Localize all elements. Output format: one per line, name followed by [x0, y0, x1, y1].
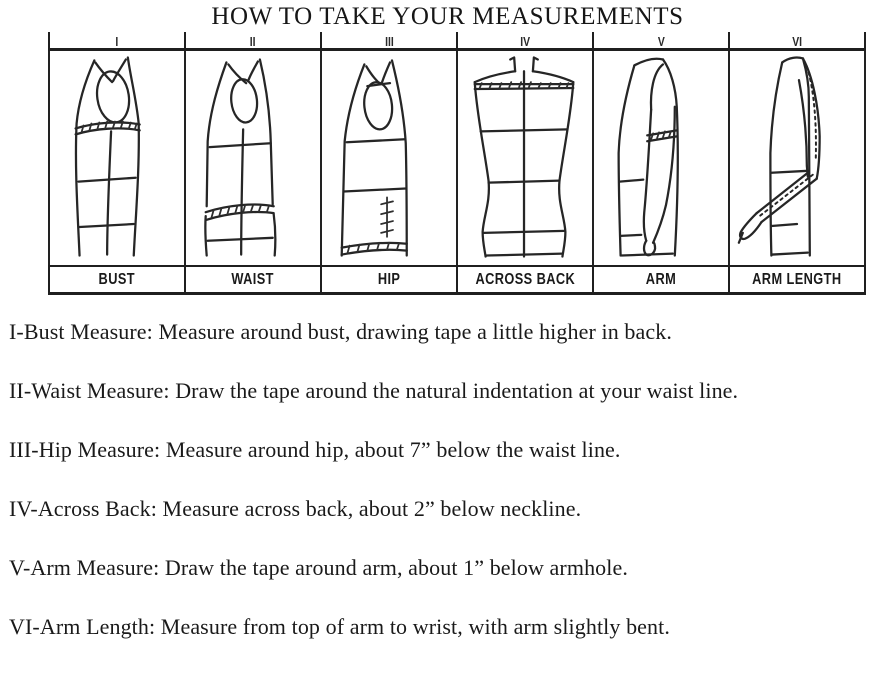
arm-figure-icon: [594, 51, 728, 265]
numeral-label: V: [657, 34, 665, 49]
across-back-figure-icon: [458, 51, 592, 265]
numeral-label: II: [250, 34, 256, 49]
label-cell-hip: [322, 267, 458, 292]
figure-cell-waist: [186, 51, 322, 265]
numeral-header-row: [48, 32, 866, 51]
label-cell-arm: [594, 267, 730, 292]
column-numeral-2: [186, 32, 322, 48]
column-numeral-5: [594, 32, 730, 48]
measure-label: ARM LENGTH: [752, 270, 842, 288]
measure-label-row: [48, 265, 866, 295]
figure-cell-across-back: [458, 51, 594, 265]
instruction-list: [9, 319, 895, 640]
measure-label: WAIST: [231, 270, 275, 288]
measure-label: ACROSS BACK: [475, 270, 575, 288]
figure-cell-arm: [594, 51, 730, 265]
column-numeral-6: [730, 32, 866, 48]
instruction-arm: V-Arm Measure: Draw the tape around arm, about 1” below armhole.: [9, 555, 628, 580]
numeral-label: III: [384, 34, 394, 49]
waist-tape: [206, 205, 274, 221]
arm-length-figure-icon: [730, 51, 864, 265]
page-title: HOW TO TAKE YOUR MEASUREMENTS: [211, 3, 684, 30]
waist-figure-icon: [186, 51, 320, 265]
numeral-label: I: [115, 34, 119, 49]
measure-label: HIP: [377, 270, 401, 288]
figure-cell-hip: [322, 51, 458, 265]
bust-figure-icon: [50, 51, 184, 265]
figure-cell-arm-length: [730, 51, 866, 265]
column-numeral-4: [458, 32, 594, 48]
seven-inch-mark: [381, 197, 393, 236]
instruction-across-back: IV-Across Back: Measure across back, about 2” below neckline.: [9, 496, 582, 521]
numeral-label: IV: [520, 34, 530, 49]
hip-figure-icon: [322, 51, 456, 265]
hand: [739, 213, 762, 243]
label-cell-arm-length: [730, 267, 866, 292]
figure-row: [48, 51, 866, 265]
label-cell-across-back: [458, 267, 594, 292]
label-cell-waist: [186, 267, 322, 292]
instruction-hip: III-Hip Measure: Measure around hip, about 7” below the waist line.: [9, 437, 621, 462]
numeral-label: VI: [792, 34, 802, 49]
hand: [644, 241, 655, 255]
measure-label: BUST: [98, 270, 136, 288]
instruction-bust: I-Bust Measure: Measure around bust, drawing tape a little higher in back.: [9, 319, 672, 344]
figure-cell-bust: [48, 51, 186, 265]
instruction-arm-length: VI-Arm Length: Measure from top of arm to wrist, with arm slightly bent.: [9, 614, 670, 639]
instruction-waist: II-Waist Measure: Draw the tape around the natural indentation at your waist line.: [9, 378, 739, 403]
measurement-diagram: [48, 32, 866, 295]
column-numeral-1: [48, 32, 186, 48]
label-cell-bust: [48, 267, 186, 292]
column-numeral-3: [322, 32, 458, 48]
measure-label: ARM: [645, 270, 677, 288]
